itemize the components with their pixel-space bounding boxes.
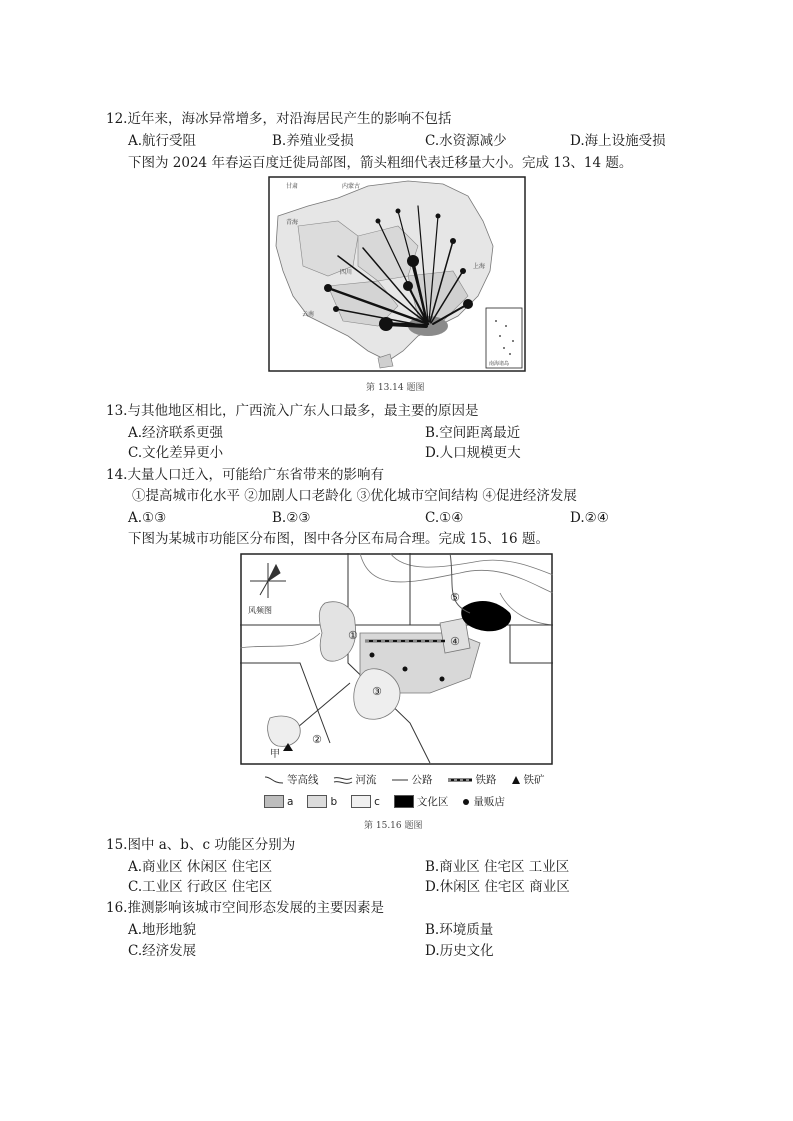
q15-option-c: C.工业区 行政区 住宅区 xyxy=(128,879,273,895)
q13-option-a: A.经济联系更强 xyxy=(128,425,224,441)
q14-option-a: A.①③ xyxy=(128,510,167,526)
q13-option-d: D.人口规模更大 xyxy=(425,445,521,461)
q15-option-b: B.商业区 住宅区 工业区 xyxy=(425,859,570,875)
q13-stem: 13.与其他地区相比，广西流入广东人口最多，最主要的原因是 xyxy=(106,403,479,419)
store-marker xyxy=(370,653,375,658)
zone-label-1: ① xyxy=(348,629,358,642)
label-sichuan: 四川 xyxy=(340,269,353,276)
q12-option-d: D.海上设施受损 xyxy=(570,133,666,149)
label-yunnan: 云南 xyxy=(302,311,315,318)
q12-option-c: C.水资源减少 xyxy=(425,133,507,149)
zone-label-3: ③ xyxy=(372,685,382,698)
dot-icon xyxy=(462,798,470,806)
q14-option-b: B.②③ xyxy=(272,510,311,526)
contour-legend-icon xyxy=(264,775,284,785)
legend-road-label: 公路 xyxy=(411,774,433,786)
q14-items: ①提高城市化水平 ②加剧人口老龄化 ③优化城市空间结构 ④促进经济发展 xyxy=(132,488,577,504)
q16-option-c: C.经济发展 xyxy=(128,943,197,959)
q12-option-a: A.航行受阻 xyxy=(128,133,197,149)
legend-b-label: b xyxy=(330,795,338,808)
q16-stem: 16.推测影响该城市空间形态发展的主要因素是 xyxy=(106,900,384,916)
legend-culture-label: 文化区 xyxy=(416,796,449,808)
store-marker xyxy=(440,677,445,682)
q16-option-b: B.环境质量 xyxy=(425,922,494,938)
legend-iron-label: 铁矿 xyxy=(523,774,545,786)
legend-c-label: c xyxy=(374,795,380,808)
label-shanghai: 上海 xyxy=(473,263,486,270)
city-zone-map xyxy=(240,553,553,765)
legend-river xyxy=(333,772,377,787)
map2-legend-row2 xyxy=(264,794,513,809)
swatch-b xyxy=(307,795,327,808)
legend-store xyxy=(462,794,505,809)
river-legend-icon xyxy=(333,775,353,785)
q14-stem: 14.大量人口迁入，可能给广东省带来的影响有 xyxy=(106,467,384,483)
triangle-icon xyxy=(511,775,521,785)
legend-rail-label: 铁路 xyxy=(475,774,497,786)
south-china-sea-inset xyxy=(486,308,522,368)
road-legend-icon xyxy=(391,775,409,785)
swatch-c xyxy=(351,795,371,808)
migration-map xyxy=(268,176,526,372)
legend-contour-label: 等高线 xyxy=(287,774,319,786)
legend-culture xyxy=(394,794,449,809)
q13-option-b: B.空间距离最近 xyxy=(425,425,521,441)
legend-a xyxy=(264,795,293,808)
zone-label-4: ④ xyxy=(450,635,460,648)
intro-13-14: 下图为 2024 年春运百度迁徙局部图，箭头粗细代表迁移量大小。完成 13、14 题。 xyxy=(128,155,633,171)
point-jia: 甲 xyxy=(270,749,280,760)
legend-iron xyxy=(511,772,545,787)
label-qinghai: 青海 xyxy=(286,219,299,226)
swatch-culture xyxy=(394,795,414,808)
intro-15-16: 下图为某城市功能区分布图，图中各分区布局合理。完成 15、16 题。 xyxy=(128,531,549,547)
legend-b xyxy=(307,795,337,808)
map2-legend-row1 xyxy=(264,772,553,787)
label-inset: 南海诸岛 xyxy=(489,361,510,367)
zone-a xyxy=(268,716,301,746)
legend-rail xyxy=(447,772,497,787)
legend-a-label: a xyxy=(287,795,294,808)
q15-option-d: D.休闲区 住宅区 商业区 xyxy=(425,879,570,895)
label-gansu: 甘肃 xyxy=(286,183,299,190)
map2-caption: 第 15.16 题图 xyxy=(364,821,423,831)
q14-option-d: D.②④ xyxy=(570,510,609,526)
q16-option-d: D.历史文化 xyxy=(425,943,494,959)
legend-river-label: 河流 xyxy=(355,774,377,786)
map1-caption: 第 13.14 题图 xyxy=(366,383,425,393)
zone-label-5: ⑤ xyxy=(450,591,460,604)
swatch-a xyxy=(264,795,284,808)
legend-c xyxy=(351,795,380,808)
legend-store-label: 量贩店 xyxy=(473,796,505,808)
q15-option-a: A.商业区 休闲区 住宅区 xyxy=(128,859,273,875)
q16-option-a: A.地形地貌 xyxy=(128,922,197,938)
label-neimenggu: 内蒙古 xyxy=(342,183,361,190)
legend-contour xyxy=(264,772,319,787)
q12-stem: 12.近年来，海冰异常增多，对沿海居民产生的影响不包括 xyxy=(106,111,452,127)
legend-road xyxy=(391,772,433,787)
zone-label-2: ② xyxy=(312,733,322,746)
q15-stem: 15.图中 a、b、c 功能区分别为 xyxy=(106,837,296,853)
store-marker xyxy=(403,667,408,672)
q13-option-c: C.文化差异更小 xyxy=(128,445,224,461)
rail-legend-icon xyxy=(447,775,473,785)
wind-rose-label: 风频图 xyxy=(248,606,272,615)
q12-option-b: B.养殖业受损 xyxy=(272,133,354,149)
q14-option-c: C.①④ xyxy=(425,510,464,526)
